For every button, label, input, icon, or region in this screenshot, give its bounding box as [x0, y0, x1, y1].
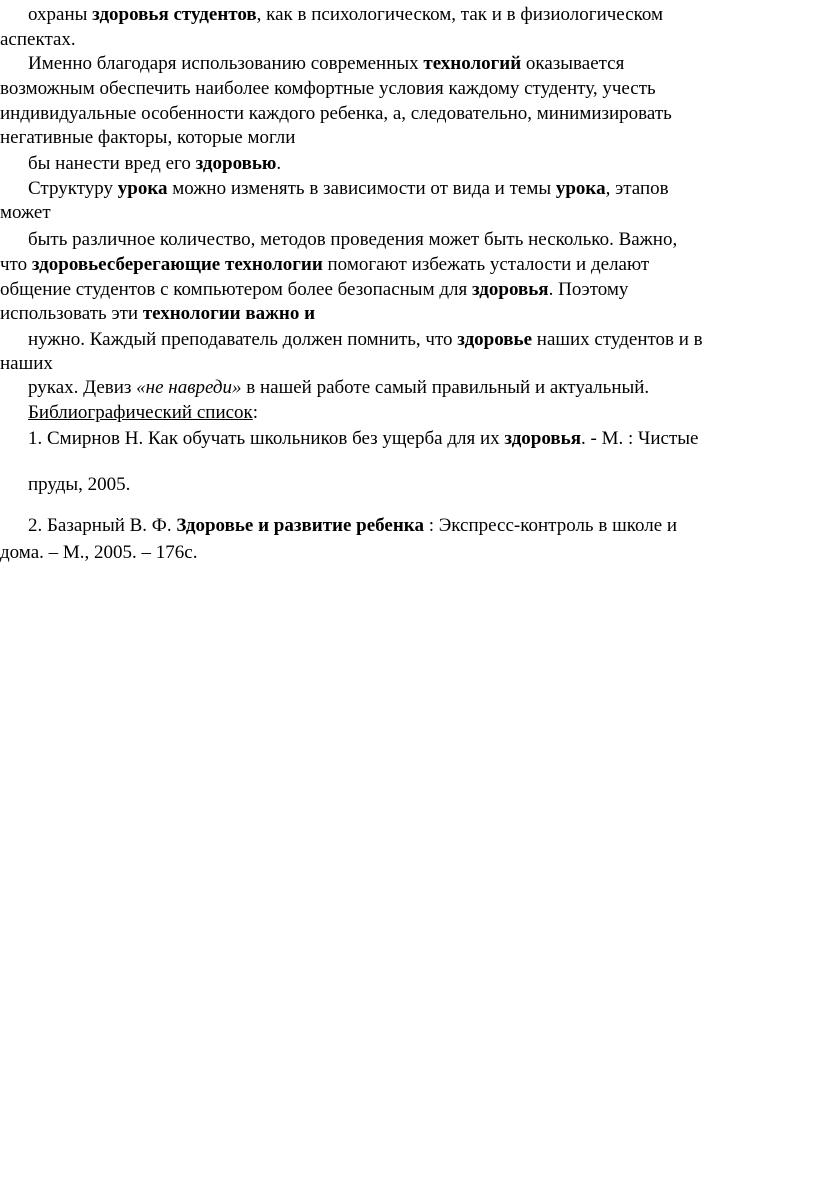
bold-text: здоровьесберегающие технологии [31, 254, 323, 275]
text-line [0, 77, 656, 101]
text-line [28, 228, 677, 252]
text-line [28, 152, 281, 176]
text-line [0, 302, 315, 326]
text-run: дома. – М., 2005. – 176с. [0, 542, 198, 563]
bibliography-item [28, 514, 677, 538]
text-run: что [0, 254, 32, 275]
text-run: оказывается [521, 53, 625, 74]
text-run: помогают избежать усталости и делают [322, 254, 650, 275]
text-line [0, 28, 76, 52]
text-run: бы нанести вред его [28, 153, 196, 174]
text-run: Именно благодаря использованию современных [28, 53, 424, 74]
text-run: : Экспресс-контроль в школе и [423, 515, 678, 536]
text-line [28, 177, 669, 201]
bold-text: урока [555, 178, 606, 199]
text-run: , как в психологическом, так и в физиологическом [256, 4, 664, 25]
bold-text: технологий [423, 53, 522, 74]
bold-text: здоровья [472, 279, 549, 300]
text-run: 1. Смирнов Н. Как обучать школьников без ущерба для их [28, 428, 505, 449]
bold-text: здоровья [504, 428, 581, 449]
bold-text: здоровью [195, 153, 277, 174]
text-run: можно изменять в зависимости от вида и темы [167, 178, 556, 199]
bibliography-item-cont [28, 473, 130, 497]
bold-text: здоровья студентов [92, 4, 257, 25]
text-run: нужно. Каждый преподаватель должен помнить, что [28, 329, 458, 350]
text-run: возможным обеспечить наиболее комфортные условия каждому студенту, учесть [0, 78, 656, 99]
text-line [0, 352, 53, 376]
text-line [0, 102, 672, 126]
text-run: 2. Базарный В. Ф. [28, 515, 177, 536]
text-line [28, 52, 624, 76]
text-run: . [276, 153, 282, 174]
text-line [28, 401, 258, 425]
bold-text: здоровье [457, 329, 533, 350]
bold-text: технологии важно и [142, 303, 316, 324]
text-run: аспектах. [0, 29, 76, 50]
text-run: может [0, 202, 51, 223]
text-run: : [252, 402, 259, 423]
text-line [0, 201, 51, 225]
bibliography-item-cont [0, 541, 197, 565]
text-run: . Поэтому [548, 279, 629, 300]
text-run: наших студентов и в [532, 329, 703, 350]
text-line [28, 328, 703, 352]
text-run: индивидуальные особенности каждого ребенка, а, следовательно, минимизировать [0, 103, 672, 124]
text-run: наших [0, 353, 53, 374]
text-run: использовать эти [0, 303, 143, 324]
text-line [28, 376, 649, 400]
text-run: общение студентов с компьютером более безопасным для [0, 279, 472, 300]
italic-text: «не навреди» [136, 377, 242, 398]
text-run: пруды, 2005. [28, 474, 131, 495]
bold-text: Здоровье и развитие ребенка [176, 515, 424, 536]
text-run: . - М. : Чистые [581, 428, 699, 449]
text-run: руках. Девиз [28, 377, 137, 398]
text-run: быть различное количество, методов проведения может быть несколько. Важно, [28, 229, 678, 250]
bold-text: урока [117, 178, 168, 199]
underlined-heading: Библиографический список [28, 402, 253, 423]
text-run: , этапов [605, 178, 669, 199]
text-run: Структуру [28, 178, 118, 199]
text-line [0, 253, 649, 277]
text-run: в нашей работе самый правильный и актуальный. [241, 377, 650, 398]
text-run: охраны [28, 4, 93, 25]
text-line [0, 278, 628, 302]
text-run: негативные факторы, которые могли [0, 127, 296, 148]
bibliography-item [28, 427, 698, 451]
text-line [28, 3, 663, 27]
text-line [0, 126, 295, 150]
